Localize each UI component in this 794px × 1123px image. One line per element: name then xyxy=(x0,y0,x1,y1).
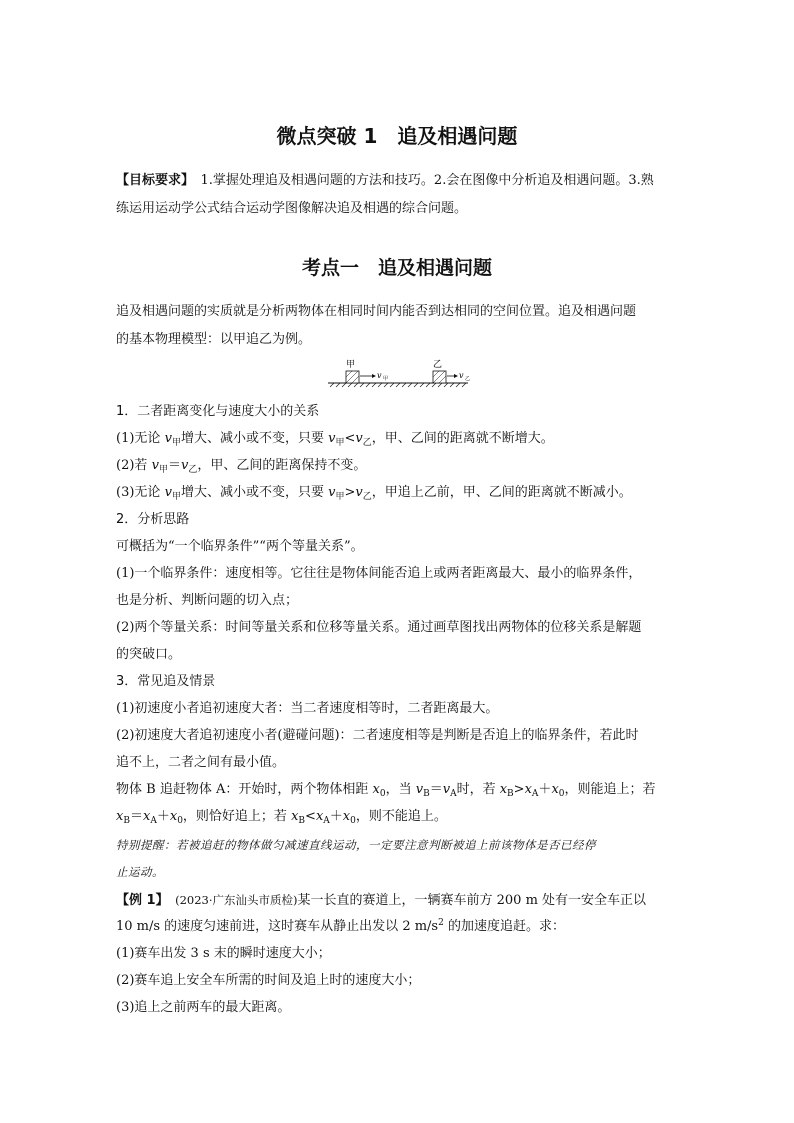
s2-line-5: 的突破口。 xyxy=(116,647,182,662)
label-v-jia-sub: 甲 xyxy=(383,376,389,382)
example-source: (2023·广东汕头市质检) xyxy=(175,893,298,907)
ground-hatch xyxy=(330,383,466,387)
s3-line-5: $x_B=x_A+x_0$，则恰好追上；若 $x_B<x_A+x_0$，则不能追上。 xyxy=(116,809,447,826)
s2-line-3: 也是分析、判断问题的切入点； xyxy=(116,593,299,608)
s2-line-2: (1)一个临界条件：速度相等。它往往是物体间能否追上或两者距离最大、最小的临界条件， xyxy=(116,566,642,581)
intro-line-1: 追及相遇问题的实质就是分析两物体在相同时间内能否到达相同的空间位置。追及相遇问题 xyxy=(116,304,637,319)
note-line-2: 止运动。 xyxy=(116,865,164,879)
chase-diagram xyxy=(326,352,470,392)
note-line-1: 特别提醒：若被追赶的物体做匀减速直线运动，一定要注意判断被追上前该物体是否已经停 xyxy=(116,838,596,852)
example-question-3: (3)追上之前两车的最大距离。 xyxy=(116,1000,291,1015)
arrow-yi-head xyxy=(454,374,458,378)
label-v-yi: v xyxy=(459,371,464,380)
arrow-jia-head xyxy=(372,374,376,378)
objectives-line-2: 练运用运动学公式结合运动学图像解决追及相遇的综合问题。 xyxy=(116,201,468,216)
page-title: 微点突破 1 追及相遇问题 xyxy=(276,124,518,148)
objectives-text-1: 1.掌握处理追及相遇问题的方法和技巧。2.会在图像中分析追及相遇问题。3.熟 xyxy=(200,173,654,188)
example-question-2: (2)赛车追上安全车所需的时间及追上时的速度大小； xyxy=(116,973,421,988)
s3-heading: 3．常见追及情景 xyxy=(116,674,216,689)
s2-heading: 2．分析思路 xyxy=(116,512,190,527)
s2-line-1: 可概括为“一个临界条件”“两个等量关系”。 xyxy=(116,539,364,554)
s1-p2: (2)若 $v_甲=v_乙$，甲、乙间的距离保持不变。 xyxy=(116,458,367,475)
s3-line-3: 追不上，二者之间有最小值。 xyxy=(116,755,286,770)
s1-p3: (3)无论 $v_甲$增大、减小或不变，只要 $v_甲>v_乙$，甲追上乙前，甲、乙间的距离就不断减小。 xyxy=(116,485,632,502)
label-jia: 甲 xyxy=(346,360,356,370)
objectives-tag: 【目标要求】 xyxy=(116,173,188,188)
example-tag: 【例 1】 xyxy=(116,893,163,908)
label-yi: 乙 xyxy=(433,360,443,370)
intro-line-2: 的基本物理模型：以甲追乙为例。 xyxy=(116,332,312,347)
s1-heading: 1．二者距离变化与速度大小的关系 xyxy=(116,404,320,419)
s3-line-1: (1)初速度小者追初速度大者：当二者速度相等时，二者距离最大。 xyxy=(116,701,499,716)
s3-line-4: 物体 B 追赶物体 A：开始时，两个物体相距 $x_0$，当 $v_B=v_A$时，若 $x_B>x_A+x_0$，则能追上；若 xyxy=(116,782,656,799)
s3-line-2: (2)初速度大者追初速度小者(避碰问题)：二者速度相等是判断是否追上的临界条件，若此时 xyxy=(116,728,639,743)
objectives-line-1 xyxy=(116,172,682,190)
example-line-2: 10 m/s 的速度匀速前进，这时赛车从静止出发以 2 $m/s^2$ 的加速度追赶。求： xyxy=(116,918,565,934)
s1-p1: (1)无论 $v_甲$增大、减小或不变，只要 $v_甲<v_乙$，甲、乙间的距离就不断增大。 xyxy=(116,431,554,448)
label-v-jia: v xyxy=(377,371,382,380)
section-title: 考点一 追及相遇问题 xyxy=(301,257,492,279)
example-line-1: 【例 1】 (2023·广东汕头市质检)某一长直的赛道上，一辆赛车前方 200 m 处有一安全车正以 xyxy=(116,893,647,908)
label-v-yi-sub: 乙 xyxy=(465,376,470,382)
example-question-1: (1)赛车出发 3 s 末的瞬时速度大小； xyxy=(116,946,331,961)
s2-line-4: (2)两个等量关系：时间等量关系和位移等量关系。通过画草图找出两物体的位移关系是解题 xyxy=(116,620,642,635)
